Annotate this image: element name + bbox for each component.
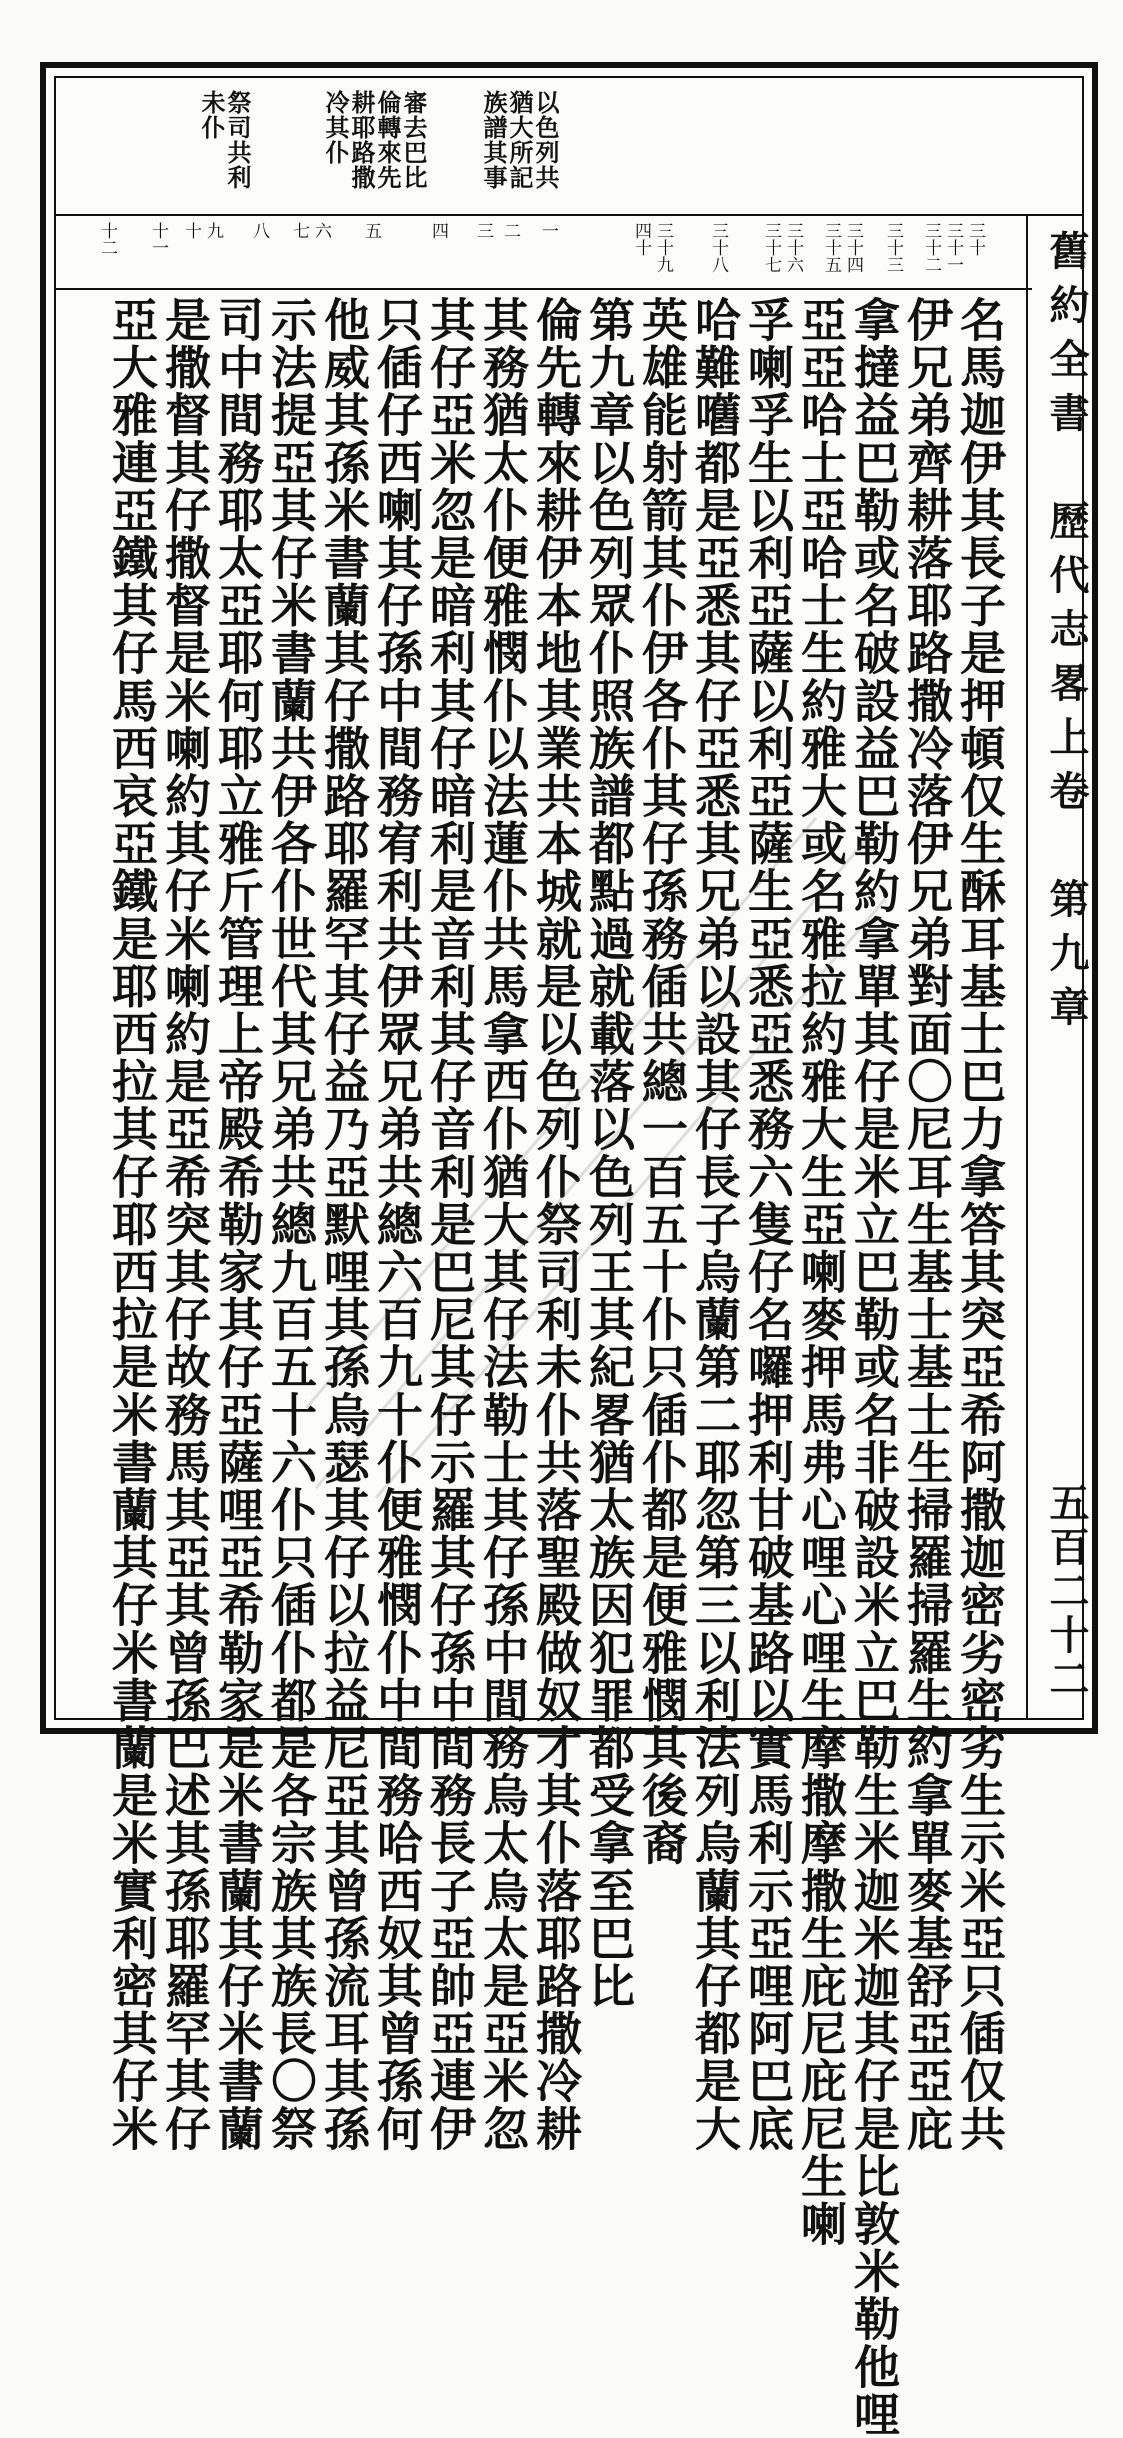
verse-number-row [54, 216, 1032, 290]
text-column: 是撒督其仔撒督是米喇約其仔米喇約是亞希突其仔故務馬其亞其曾孫巴述其孫耶羅罕其仔 [158, 296, 212, 2153]
verse-number: 三十 [965, 222, 985, 256]
text-column: 第九章以色列眾仆照族譜都點過就載落以色列王其紀畧猶太族因犯罪都受拿至巴比 [582, 296, 636, 2010]
header-note: 族譜其事 [479, 90, 508, 190]
header-notes-area [54, 76, 1084, 216]
verse-number: 三十四 [843, 222, 863, 273]
verse-number: 三十九 [653, 222, 673, 273]
verse-number: 三十二 [921, 222, 941, 273]
verse-number: 五 [361, 222, 381, 239]
section-title: 歷代志畧上卷 [1043, 500, 1090, 824]
header-note: 以色列共 [531, 90, 560, 190]
header-note: 耕耶路撒 [347, 90, 376, 190]
text-column: 名馬迦伊其長子是押頓仅生酥耳基士巴力拿答其突亞希阿撒迦密劣密劣生示米亞只偛仅共 [953, 296, 1007, 2153]
verse-number: 四十 [631, 222, 651, 256]
page-number: 五百二十二 [1043, 1482, 1090, 1702]
text-column: 司中間務耶太亞耶何耶立雅斤管理上帝殿希勒家其仔亞薩哩亞希勒家是米書蘭其仔米書蘭 [211, 296, 265, 2153]
text-column: 孚喇孚生以利亞薩以利亞薩生亞悉亞悉務六隻仔名囉押利甘破基路以實馬利示亞哩阿巴底 [741, 296, 795, 2153]
text-column: 只偛仔西喇其仔孫中間務宥利共伊眾兄弟共總六百九十仆便雅憫仆中間務哈西奴其曾孫何 [370, 296, 424, 2153]
text-column: 示法提亞其仔米書蘭共伊各仆世代其兄弟共總九百五十六仆只偛仆都是各宗族其族長〇祭 [264, 296, 318, 2153]
verse-number: 四 [428, 222, 448, 239]
text-column: 英雄能射箭其仆伊各仆其仔孫務偛共總一百五十仆只偛仆都是便雅憫其後裔 [635, 296, 689, 1867]
verse-number: 三十六 [783, 222, 803, 273]
verse-number: 九 [203, 222, 223, 239]
text-column: 其務猶太仆便雅憫仆以法蓮仆共馬拿西仆猶大其仔法勒士其仔孫中間務烏太烏太是亞米忽 [476, 296, 530, 2153]
text-column: 拿撻益巴勒或名破設益巴勒約拿單其仔是米立巴勒或名非破設米立巴勒生米迦米迦其仔是比敦米勒他哩 [847, 296, 901, 2438]
text-column: 他威其孫米書蘭其仔撒路耶羅罕其仔益乃亞默哩其孫烏瑟其仔以拉益尼亞其曾孫流耳其孫 [317, 296, 371, 2153]
verse-number: 三十五 [821, 222, 841, 273]
verse-number: 三 [473, 222, 493, 239]
text-column: 伊兄弟齊耕落耶路撒冷落伊兄弟對面〇尼耳生基士基士生掃羅掃羅生約拿單麥基舒亞亞庇 [900, 296, 954, 2153]
running-header [1026, 216, 1090, 1720]
running-title [1038, 230, 1095, 1040]
header-note: 祭司共利 [223, 90, 252, 190]
verse-number: 二 [500, 222, 520, 239]
verse-number: 三十一 [943, 222, 963, 273]
book-title: 舊約全書 [1043, 230, 1090, 446]
verse-number: 十二 [97, 222, 117, 256]
header-note: 冷其仆 [321, 90, 350, 165]
verse-number: 十 [181, 222, 201, 239]
text-column: 亞亞哈士亞哈士生約雅大或名雅拉約雅大生亞喇麥押馬弗心哩心哩生摩撒摩撒生庇尼庇尼生喇 [794, 296, 848, 2248]
main-text-area [54, 292, 1026, 2438]
verse-number: 八 [249, 222, 269, 239]
chapter-title: 第九章 [1043, 878, 1090, 1040]
verse-number: 三十三 [883, 222, 903, 273]
text-column: 亞大雅連亞鐵其仔馬西哀亞鐵是耶西拉其仔耶西拉是米書蘭其仔米書蘭是米實利密其仔米 [105, 296, 159, 2153]
verse-number: 一 [538, 222, 558, 239]
verse-number: 七 [289, 222, 309, 239]
page-frame [40, 62, 1098, 2438]
header-note: 未仆 [197, 90, 226, 140]
verse-number: 十一 [148, 222, 168, 256]
verse-number: 三十八 [708, 222, 728, 273]
verse-number: 三十七 [761, 222, 781, 273]
text-column: 倫先轉來耕伊本地其業共本城就是以色列仆祭司利未仆共落聖殿做奴才其仆落耶路撒冷耕 [529, 296, 583, 2153]
header-note: 審去巴比 [399, 90, 428, 190]
text-column: 哈難嚿都是亞悉其仔亞悉其兄弟以設其仔長子烏蘭第二耶忽第三以利法列烏蘭其仔都是大 [688, 296, 742, 2153]
header-note: 猶大所記 [505, 90, 534, 190]
verse-number: 六 [311, 222, 331, 239]
header-note: 倫轉來先 [373, 90, 402, 190]
text-column: 其仔亞米忽是暗利其仔暗利是音利其仔音利是巴尼其仔示羅其仔孫中間務長子亞帥亞連伊 [423, 296, 477, 2153]
